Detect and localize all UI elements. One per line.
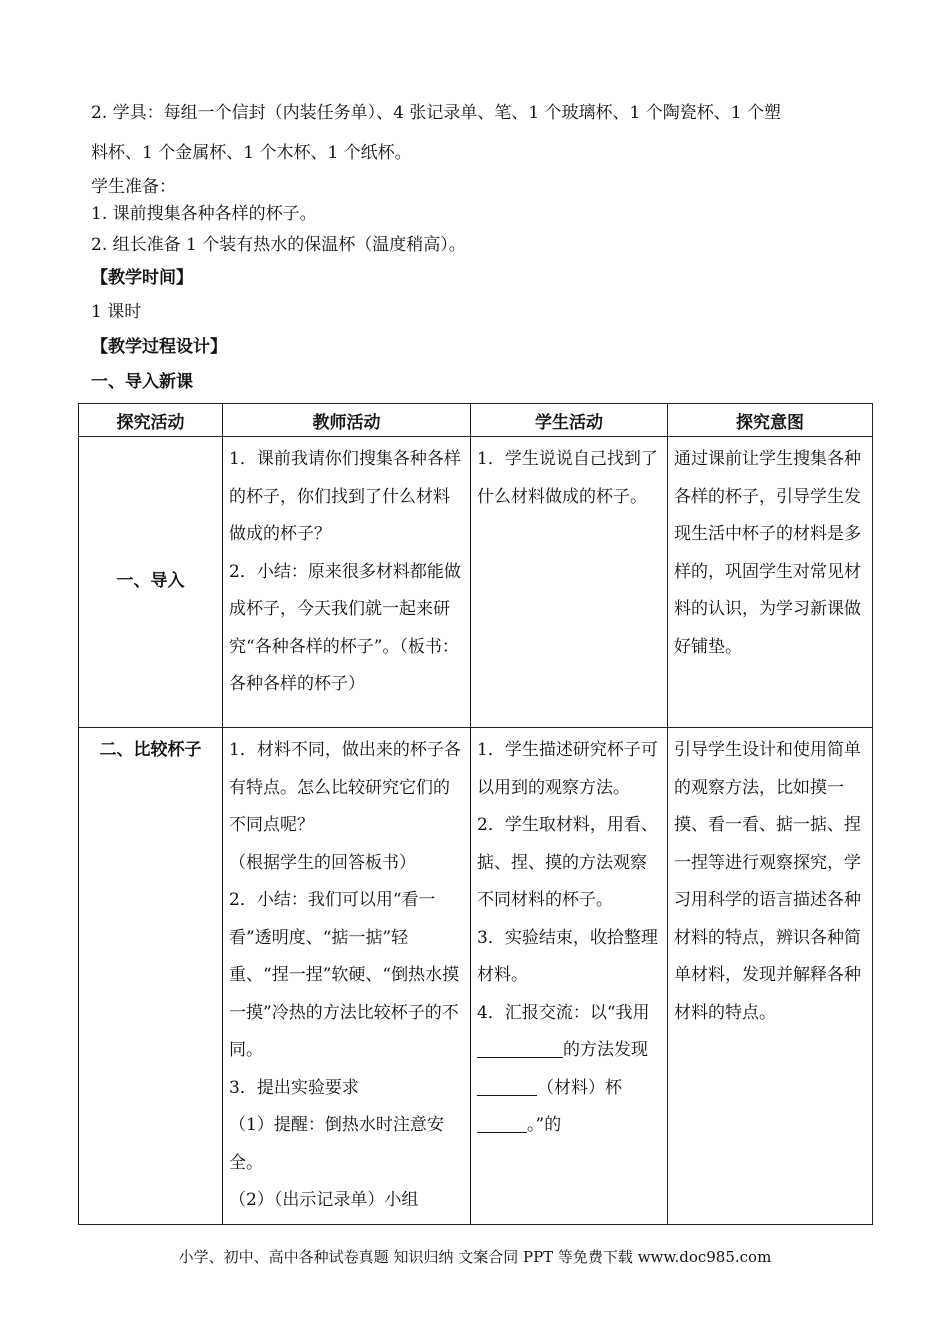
fill-blank-finding xyxy=(477,1076,537,1096)
table-header-row xyxy=(79,404,873,437)
page-footer: 小学、初中、高中各种试卷真题 知识归纳 文案合同 PPT 等免费下载 www.doc985.com xyxy=(178,1248,772,1266)
intro-line-2: 料杯、1 个金属杯、1 个木杯、1 个纸杯。 xyxy=(91,143,412,163)
teacher-item: （2）（出示记录单）小组 xyxy=(229,1190,419,1210)
student-item: 2．学生取材料，用看、掂、捏、摸的方法观察不同材料的杯子。 xyxy=(477,815,658,910)
teacher-cell-2 xyxy=(223,728,471,1225)
header-teacher: 教师活动 xyxy=(223,404,471,437)
time-heading: 【教学时间】 xyxy=(91,268,193,288)
teacher-item: （根据学生的回答板书） xyxy=(229,852,416,873)
stage-intro: 一、导入 xyxy=(79,437,223,728)
time-value: 1 课时 xyxy=(91,302,142,322)
student-item: 1．学生描述研究杯子可以用到的观察方法。 xyxy=(477,740,658,798)
student-item: 3．实验结束，收拾整理材料。 xyxy=(477,927,658,985)
report-text: 。”的 xyxy=(527,1115,562,1135)
student-item: 1．学生说说自己找到了什么材料做成的杯子。 xyxy=(477,449,658,507)
teacher-item: 2．小结：我们可以用“看一看”透明度、“掂一掂”轻重、“捏一捏”软硬、“倒热水摸一摸”冷热的方法比较杯子的不同。 xyxy=(229,890,460,1060)
prep-item-2: 2. 组长准备 1 个装有热水的保温杯（温度稍高）。 xyxy=(91,235,466,255)
student-cell-2 xyxy=(471,728,668,1225)
prep-item-1: 1. 课前搜集各种各样的杯子。 xyxy=(91,204,317,224)
table-row xyxy=(79,437,873,728)
header-student: 学生活动 xyxy=(471,404,668,437)
intro-line-1: 2. 学具：每组一个信封（内装任务单）、4 张记录单、笔、1 个玻璃杯、1 个陶瓷杯、1 个塑 xyxy=(91,103,782,123)
fill-blank-cup xyxy=(477,1113,527,1133)
student-prep-label: 学生准备： xyxy=(91,177,176,197)
teacher-item: 2．小结：原来很多材料都能做成杯子，今天我们就一起来研究“各种各样的杯子”。（板书：各种各样的杯子） xyxy=(229,561,461,694)
teacher-cell-1 xyxy=(223,437,471,728)
lesson-table xyxy=(78,403,873,1225)
intent-cell-1: 通过课前让学生搜集各种各样的杯子，引导学生发现生活中杯子的材料是多样的，巩固学生对常见材料的认识，为学习新课做好铺垫。 xyxy=(668,437,873,728)
report-text: （材料）杯 xyxy=(537,1077,622,1098)
header-activity: 探究活动 xyxy=(79,404,223,437)
teacher-item: 1．课前我请你们搜集各种各样的杯子，你们找到了什么材料做成的杯子？ xyxy=(229,449,461,544)
stage-compare: 二、比较杯子 xyxy=(79,728,223,1225)
table-row xyxy=(79,728,873,1225)
header-intent: 探究意图 xyxy=(668,404,873,437)
report-text: 4．汇报交流：以“我用 xyxy=(477,1002,650,1023)
fill-blank-method xyxy=(477,1038,563,1058)
teacher-item: 3．提出实验要求 xyxy=(229,1077,359,1098)
student-cell-1 xyxy=(471,437,668,728)
intent-cell-2: 引导学生设计和使用简单的观察方法，比如摸一摸、看一看、掂一掂、捏一捏等进行观察探究，学习用科学的语言描述各种材料的特点，辨识各种简单材料，发现并解释各种材料的特点。 xyxy=(668,728,873,1225)
process-heading: 【教学过程设计】 xyxy=(91,337,227,357)
teacher-item: 1．材料不同，做出来的杯子各有特点。怎么比较研究它们的不同点呢？ xyxy=(229,740,461,835)
teacher-item: （1）提醒：倒热水时注意安全。 xyxy=(229,1115,444,1173)
section-heading: 一、导入新课 xyxy=(91,372,193,392)
report-text: 的方法发现 xyxy=(563,1040,648,1060)
student-report xyxy=(477,995,661,1145)
